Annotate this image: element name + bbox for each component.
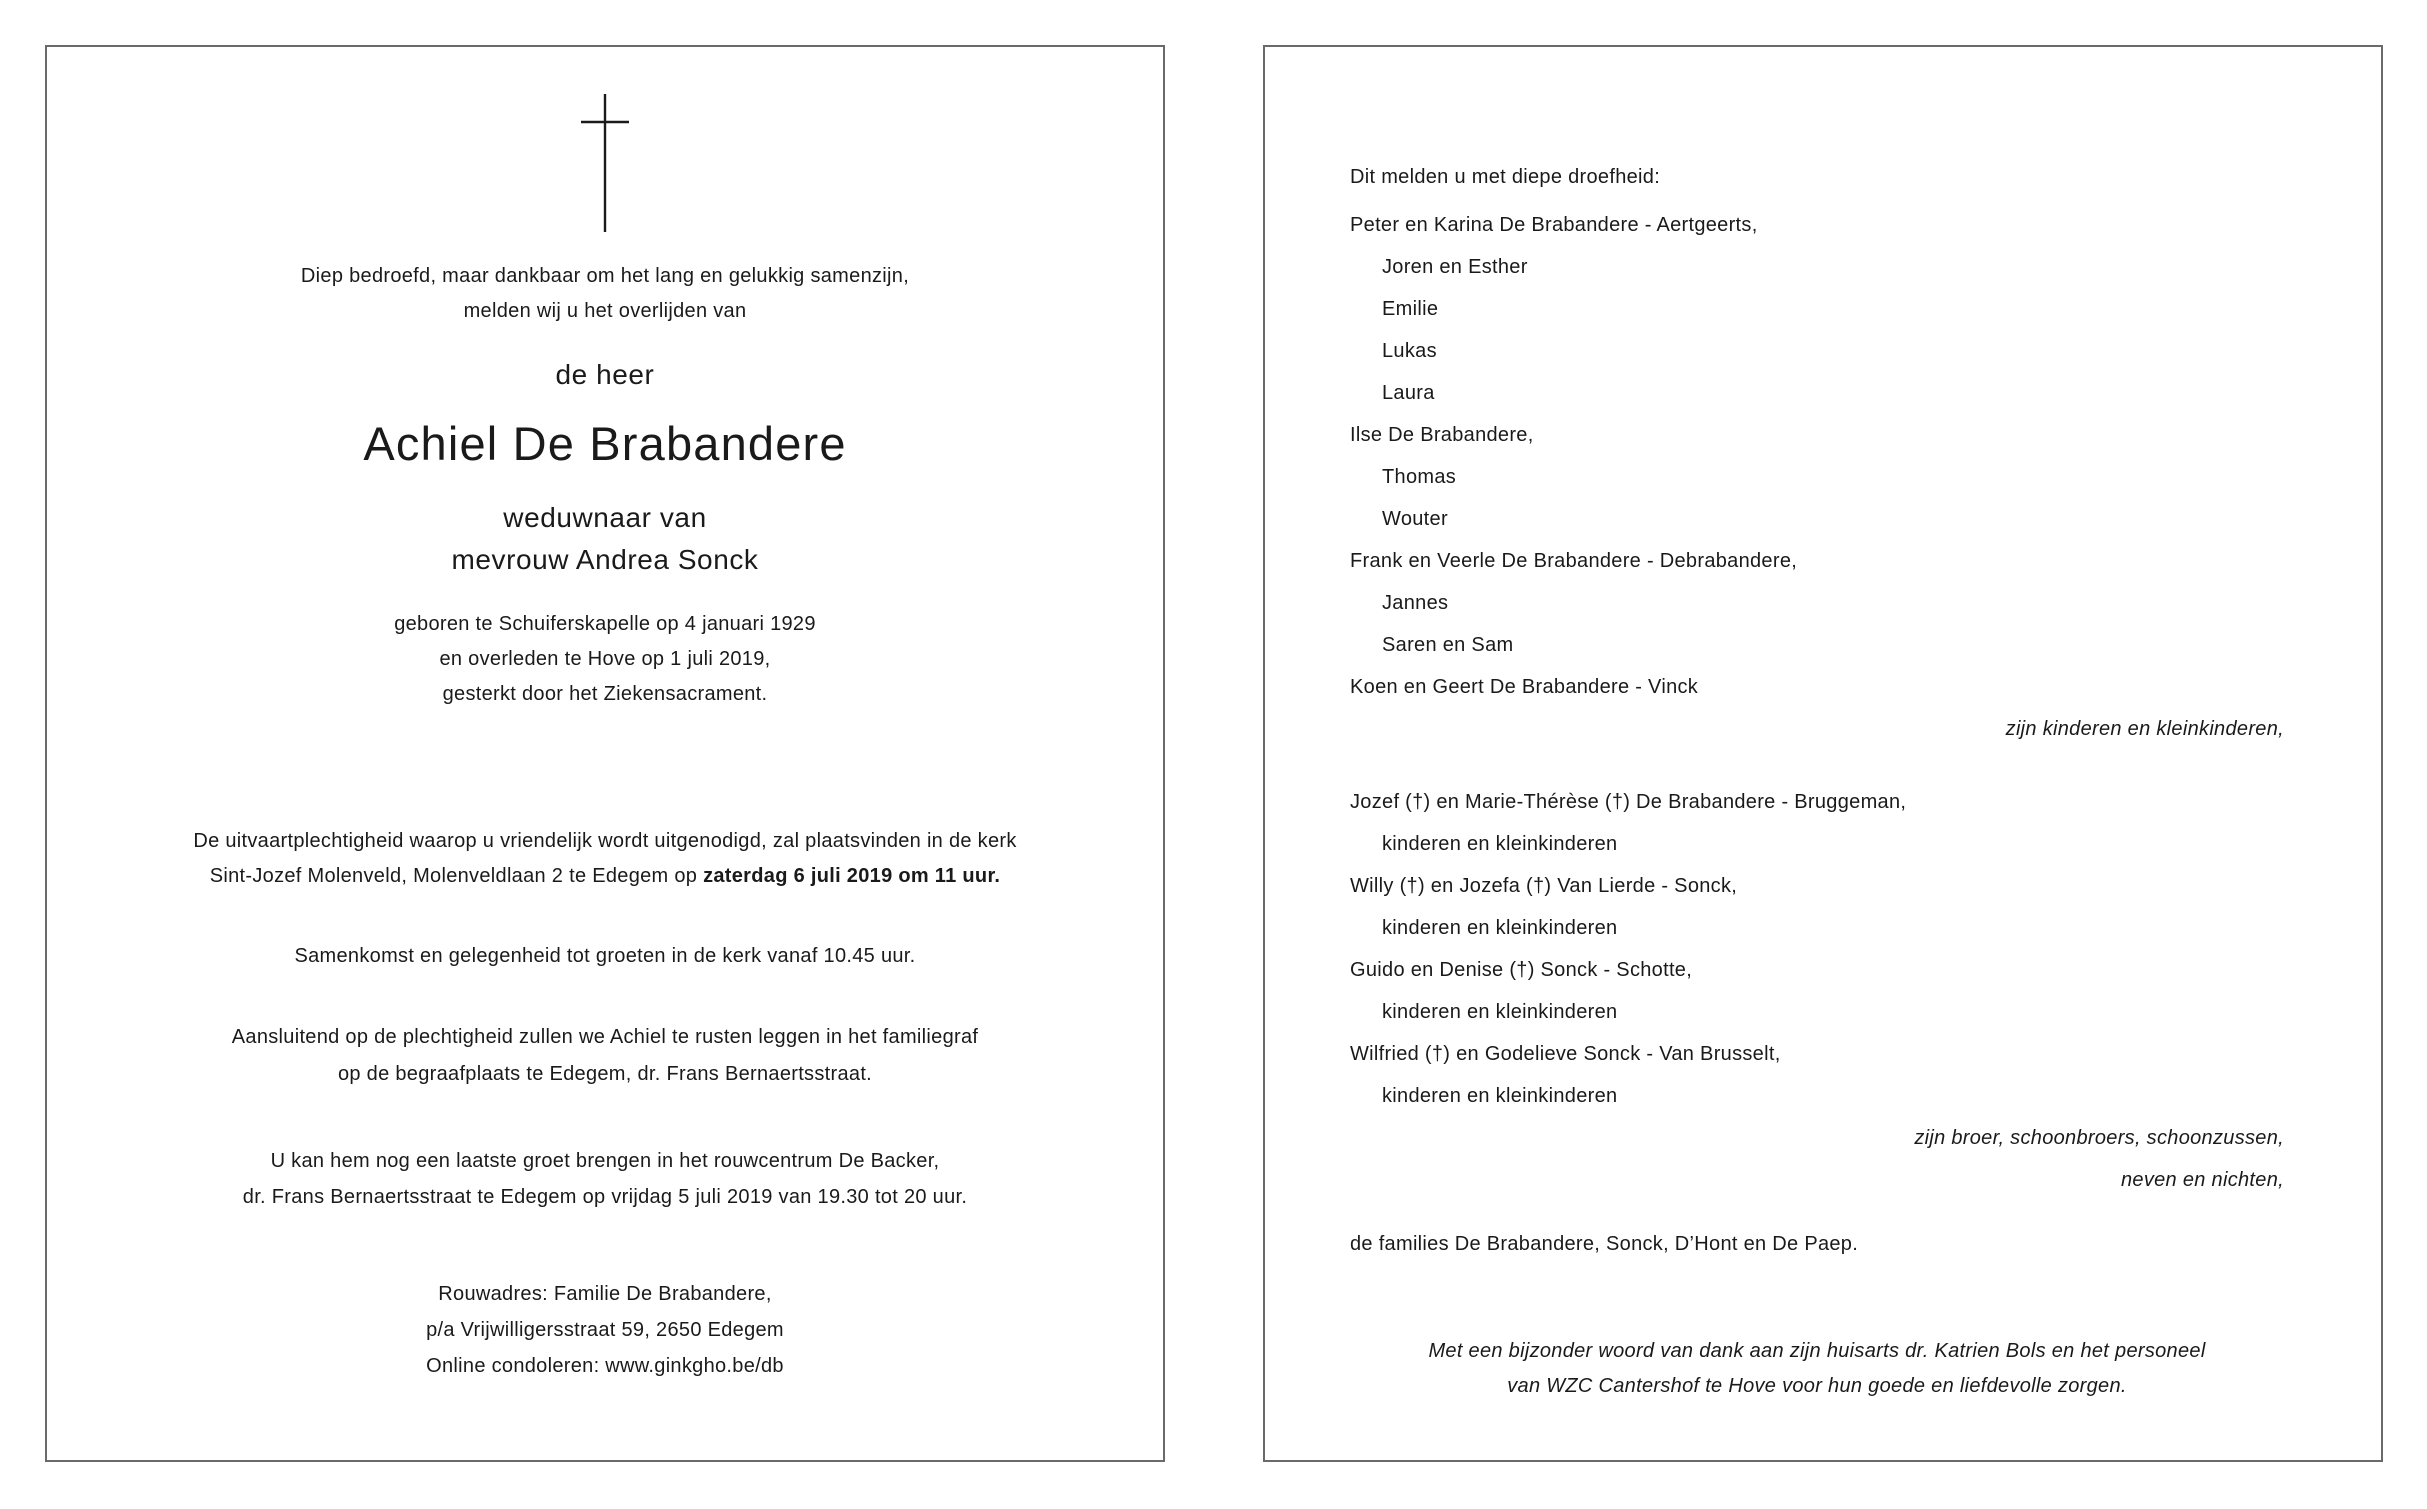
family-member-line: Wouter [1382, 508, 1448, 530]
family-member-line: Thomas [1382, 466, 1457, 488]
intro-line: Diep bedroefd, maar dankbaar om het lang en gelukkig samenzijn, [300, 265, 910, 287]
families-line: de families De Brabandere, Sonck, D’Hont en De Paep. [1350, 1233, 1859, 1255]
family-member-line: Jozef (†) en Marie-Thérèse (†) De Brabandere - Bruggeman, [1350, 791, 1907, 813]
spouse-name: mevrouw Andrea Sonck [451, 544, 759, 575]
family-member-line: Peter en Karina De Brabandere - Aertgeerts, [1350, 214, 1758, 236]
family-member-line: kinderen en kleinkinderen [1382, 833, 1618, 855]
family-member-line: Joren en Esther [1382, 256, 1528, 278]
family-member-line: kinderen en kleinkinderen [1382, 1085, 1618, 1107]
family-member-line: Laura [1382, 382, 1435, 404]
family-member-line: Ilse De Brabandere, [1350, 424, 1534, 446]
visitation-line: U kan hem nog een laatste groet brengen in het rouwcentrum De Backer, [270, 1150, 940, 1172]
family-member-line: Saren en Sam [1382, 634, 1514, 656]
family-member-line: Frank en Veerle De Brabandere - Debrabandere, [1350, 550, 1798, 572]
family-member-line: Guido en Denise (†) Sonck - Schotte, [1350, 959, 1693, 981]
intro-text [87, 259, 1123, 329]
family-member-line: Lukas [1382, 340, 1437, 362]
family-member-line: kinderen en kleinkinderen [1382, 917, 1618, 939]
announcement-page-left [45, 45, 1165, 1462]
christian-cross-icon [575, 93, 635, 233]
mourning-address-line: p/a Vrijwilligersstraat 59, 2650 Edegem [426, 1319, 784, 1341]
visitation-line: dr. Frans Bernaertsstraat te Edegem op vrijdag 5 juli 2019 van 19.30 tot 20 uur. [242, 1186, 968, 1208]
intro-line: melden wij u het overlijden van [463, 300, 747, 322]
service-location: Sint-Jozef Molenveld, Molenveldlaan 2 te Edegem op [209, 865, 704, 887]
relation-caption-line: neven en nichten, [2120, 1169, 2284, 1191]
gathering-info: Samenkomst en gelegenheid tot groeten in de kerk vanaf 10.45 uur. [294, 945, 916, 967]
mourning-address [87, 1276, 1123, 1384]
service-line: De uitvaartplechtigheid waarop u vriendelijk wordt uitgenodigd, zal plaatsvinden in de kerk [193, 830, 1017, 852]
deceased-name: Achiel De Brabandere [363, 417, 847, 470]
family-member-line: Koen en Geert De Brabandere - Vinck [1350, 676, 1699, 698]
christian-cross-icon [87, 93, 1123, 233]
burial-line: op de begraafplaats te Edegem, dr. Frans Bernaertsstraat. [337, 1063, 873, 1085]
birth-death-dates [87, 607, 1123, 712]
birth-line: geboren te Schuiferskapelle op 4 januari 1929 [394, 613, 816, 635]
widower-of [87, 497, 1123, 581]
online-condolence-line: Online condoleren: www.ginkgho.be/db [426, 1355, 784, 1377]
relation-caption-line: zijn kinderen en kleinkinderen, [2005, 718, 2284, 740]
thanks-line: Met een bijzonder woord van dank aan zijn huisarts dr. Katrien Bols en het personeel [1428, 1340, 2206, 1362]
family-member-line: Willy (†) en Jozefa (†) Van Lierde - Sonck, [1350, 875, 1738, 897]
announcement-header: Dit melden u met diepe droefheid: [1350, 166, 1661, 188]
relatives-list [1350, 781, 2284, 1201]
family-members-list [1350, 204, 2284, 750]
thanks-line: van WZC Cantershof te Hove voor hun goede en liefdevolle zorgen. [1507, 1375, 2127, 1397]
death-line: en overleden te Hove op 1 juli 2019, [439, 648, 771, 670]
thanks-note [1350, 1334, 2284, 1404]
announcement-page-right [1263, 45, 2383, 1462]
widower-line: weduwnaar van [503, 502, 707, 533]
family-member-line: kinderen en kleinkinderen [1382, 1001, 1618, 1023]
funeral-service-info [87, 824, 1123, 894]
service-datetime: zaterdag 6 juli 2019 om 11 uur. [703, 865, 1001, 887]
family-member-line: Jannes [1382, 592, 1449, 614]
visitation-info [87, 1143, 1123, 1215]
honorific: de heer [555, 359, 655, 390]
relation-caption-line: zijn broer, schoonbroers, schoonzussen, [1914, 1127, 2284, 1149]
service-line [87, 859, 1123, 894]
mourning-address-line: Rouwadres: Familie De Brabandere, [438, 1283, 772, 1305]
burial-info [87, 1019, 1123, 1093]
family-member-line: Emilie [1382, 298, 1439, 320]
burial-line: Aansluitend op de plechtigheid zullen we Achiel te rusten leggen in het familiegraf [231, 1026, 979, 1048]
family-member-line: Wilfried (†) en Godelieve Sonck - Van Brusselt, [1350, 1043, 1781, 1065]
sacrament-line: gesterkt door het Ziekensacrament. [442, 683, 768, 705]
